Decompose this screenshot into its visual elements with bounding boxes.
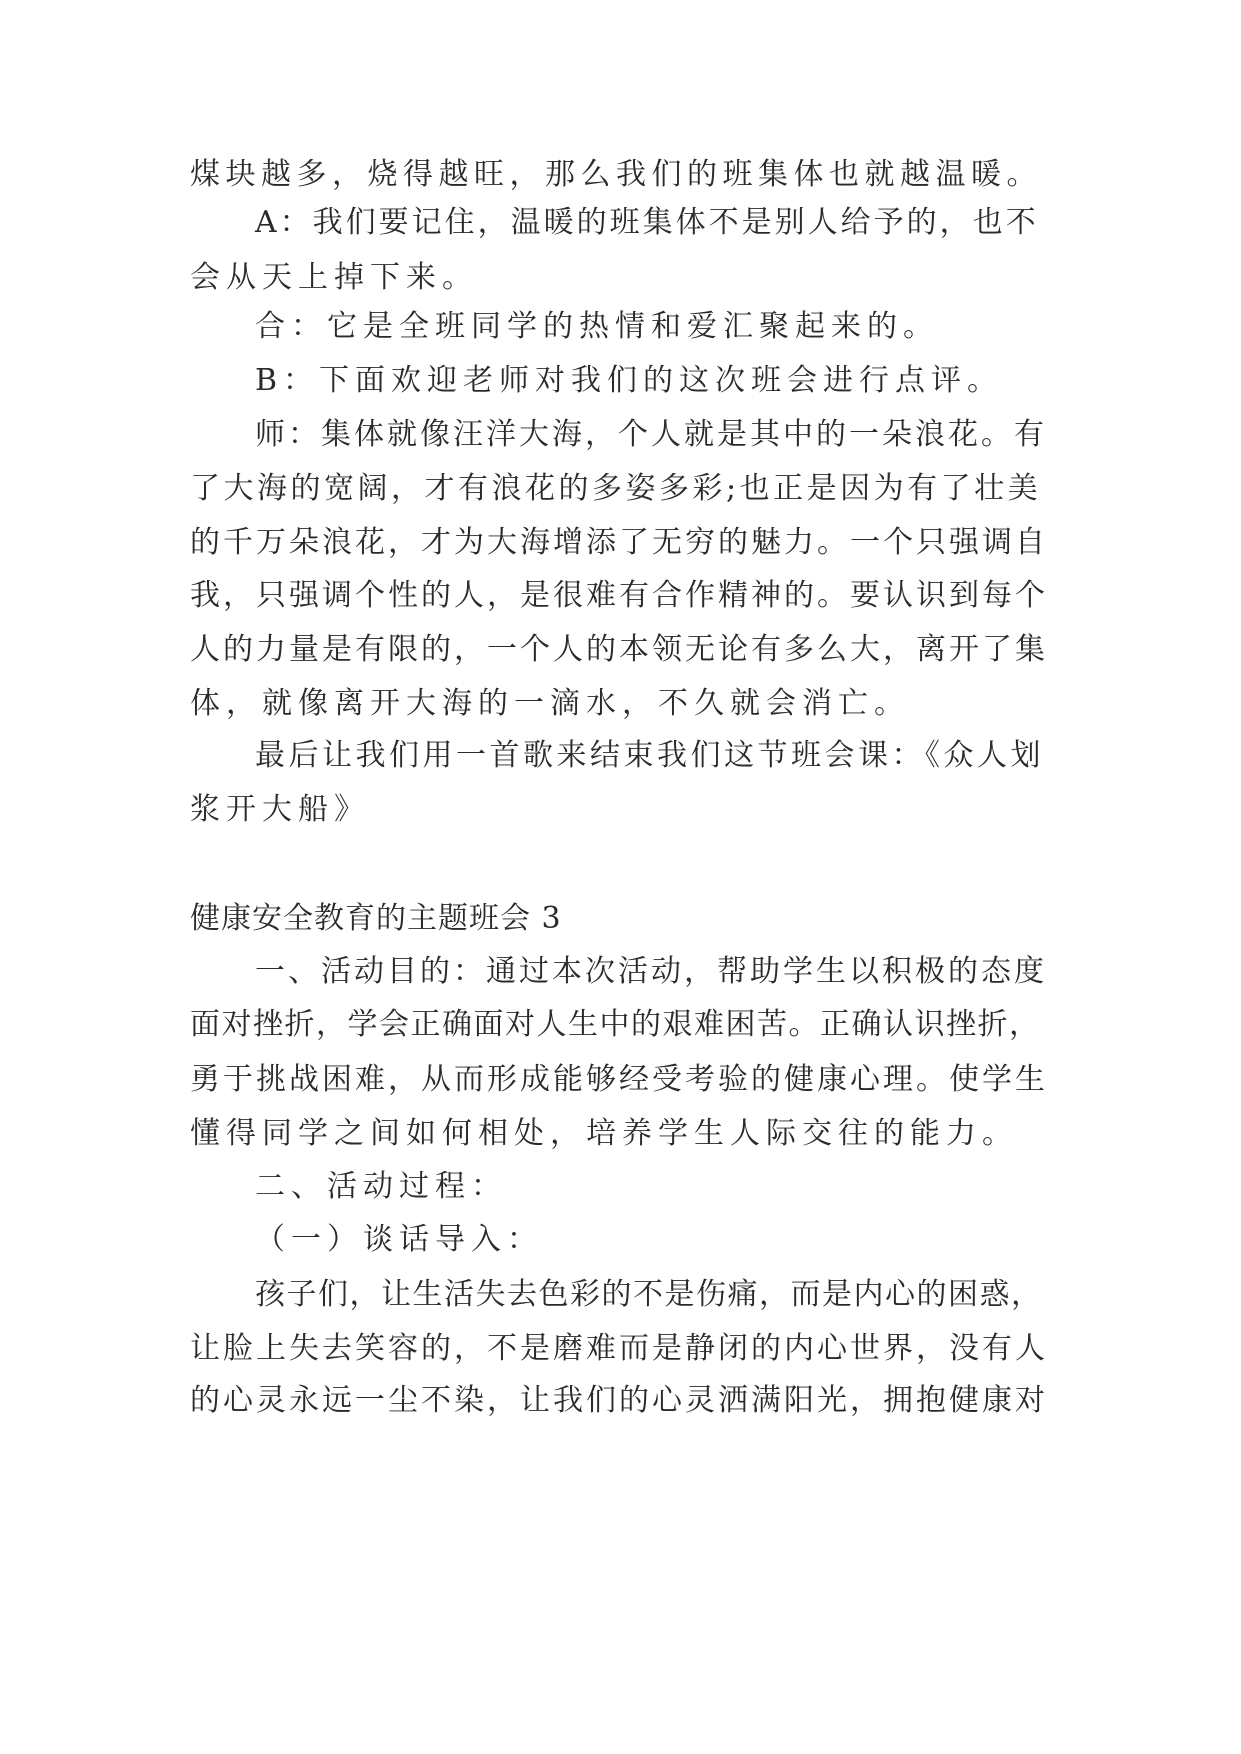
text-line: A：我们要记住，温暖的班集体不是别人给予的，也不 xyxy=(255,205,1039,240)
text-line: 煤块越多，烧得越旺，那么我们的班集体也就越温暖。 xyxy=(190,157,1042,192)
text-line: 会从天上掉下来。 xyxy=(190,260,478,295)
text-line: 师：集体就像汪洋大海，个人就是其中的一朵浪花。有 xyxy=(255,417,1047,452)
text-line: 人的力量是有限的，一个人的本领无论有多么大，离开了集 xyxy=(190,632,1048,667)
text-line: 的心灵永远一尘不染，让我们的心灵洒满阳光，拥抱健康对 xyxy=(190,1383,1048,1418)
text-line: 了大海的宽阔，才有浪花的多姿多彩;也正是因为有了壮美 xyxy=(190,471,1042,506)
text-line: 面对挫折，学会正确面对人生中的艰难困苦。正确认识挫折， xyxy=(190,1007,1041,1042)
text-line: 的千万朵浪花，才为大海增添了无穷的魅力。一个只强调自 xyxy=(190,525,1048,560)
text-line: 勇于挑战困难，从而形成能够经受考验的健康心理。使学生 xyxy=(190,1062,1048,1097)
text-line: 让脸上失去笑容的，不是磨难而是静闭的内心世界，没有人 xyxy=(190,1331,1048,1366)
text-line: 一、活动目的：通过本次活动，帮助学生以积极的态度 xyxy=(255,954,1047,989)
text-line: 懂得同学之间如何相处，培养学生人际交往的能力。 xyxy=(190,1116,1018,1151)
text-line: 我，只强调个性的人，是很难有合作精神的。要认识到每个 xyxy=(190,578,1048,613)
section-heading: 健康安全教育的主题班会 3 xyxy=(190,901,562,936)
text-line: 二、活动过程： xyxy=(255,1169,507,1204)
text-line: 最后让我们用一首歌来结束我们这节班会课：《众人划 xyxy=(255,738,1044,773)
text-line: 合：它是全班同学的热情和爱汇聚起来的。 xyxy=(255,309,939,344)
text-line: 浆开大船》 xyxy=(190,792,370,827)
text-line: 体，就像离开大海的一滴水，不久就会消亡。 xyxy=(190,686,910,721)
text-line: （一）谈话导入： xyxy=(255,1222,543,1257)
text-line: B：下面欢迎老师对我们的这次班会进行点评。 xyxy=(255,363,1004,398)
text-line: 孩子们，让生活失去色彩的不是伤痛，而是内心的困惑， xyxy=(255,1277,1043,1312)
